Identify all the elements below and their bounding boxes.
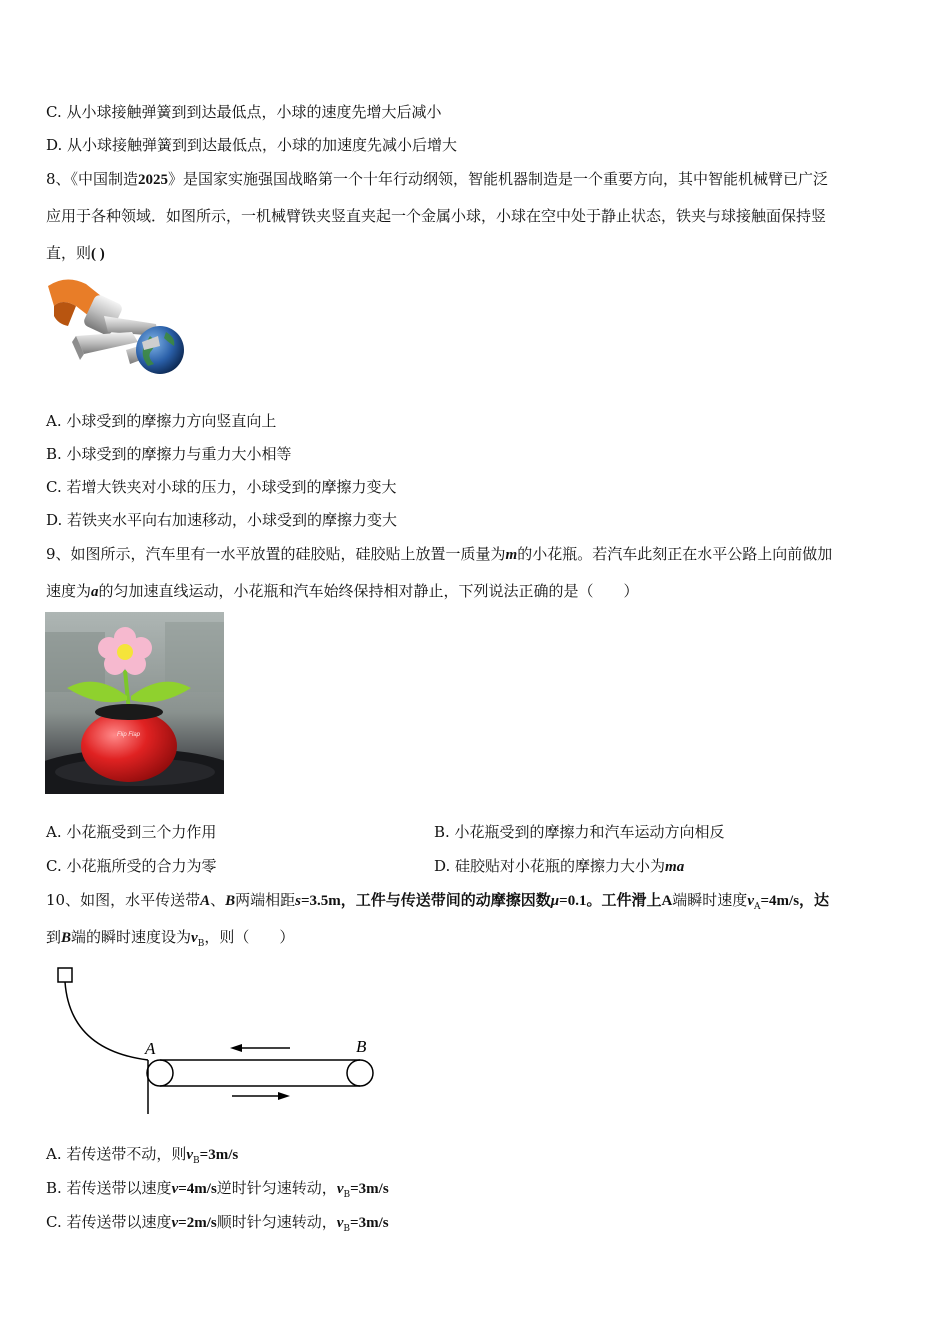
right-pulley — [347, 1060, 373, 1086]
q8-option-c: C. 若增大铁夹对小球的压力，小球受到的摩擦力变大 — [46, 478, 397, 496]
q10-stem-line1: 10、如图，水平传送带A、B两端相距s=3.5m，工件与传送带间的动摩擦因数μ=0.1。工件滑上A端瞬时速度$v_A=4m/s$，达 — [46, 891, 830, 912]
q8-stem-line1: 8、《中国制造2025》是国家实施强国战略第一个十年行动纲领，智能机器制造是一个重要方向，其中智能机械臂已广泛 — [46, 170, 829, 188]
label-a: A — [145, 1039, 156, 1058]
q8-option-d: D. 若铁夹水平向右加速移动，小球受到的摩擦力变大 — [46, 511, 398, 529]
pot-label: Flip Flap — [117, 732, 141, 738]
right-arrow-icon — [232, 1092, 290, 1100]
q7-option-d: D. 从小球接触弹簧到到达最低点，小球的加速度先减小后增大 — [46, 136, 458, 154]
q10-option-b: B. 若传送带以速度v=4m/s逆时针匀速转动，$v_B=3m/s$ — [46, 1179, 389, 1200]
q10-option-c: C. 若传送带以速度v=2m/s顺时针匀速转动，$v_B=3m/s$ — [46, 1213, 389, 1234]
q9-option-a: A. 小花瓶受到三个力作用 — [46, 823, 217, 841]
workpiece-block — [58, 968, 72, 982]
q9-option-d: D. 硅胶贴对小花瓶的摩擦力大小为ma — [434, 857, 685, 875]
left-arrow-icon — [230, 1044, 290, 1052]
q9-stem-line2: 速度为a的匀加速直线运动，小花瓶和汽车始终保持相对静止，下列说法正确的是（ ） — [46, 582, 639, 600]
q9-option-c: C. 小花瓶所受的合力为零 — [46, 857, 217, 875]
q8-option-a: A. 小球受到的摩擦力方向竖直向上 — [46, 412, 277, 430]
q10-stem-line2: 到B端的瞬时速度设为$v_B$，则（ ） — [46, 928, 295, 949]
q10-option-a: A. 若传送带不动，则$v_B=3m/s$ — [46, 1145, 239, 1166]
robotic-arm-clamp-image — [46, 276, 186, 381]
red-pot — [81, 710, 177, 782]
left-pulley — [147, 1060, 173, 1086]
curved-ramp — [65, 982, 148, 1060]
q8-stem-line3: 直，则( ) — [46, 244, 105, 262]
conveyor-belt-diagram — [50, 962, 380, 1120]
q8-option-b: B. 小球受到的摩擦力与重力大小相等 — [46, 445, 292, 463]
label-b: B — [356, 1037, 367, 1056]
flower-pot-photo — [45, 612, 224, 794]
q8-stem-line2: 应用于各种领域．如图所示，一机械臂铁夹竖直夹起一个金属小球，小球在空中处于静止状态，铁夹与球接触面保持竖 — [46, 207, 827, 225]
q9-option-b: B. 小花瓶受到的摩擦力和汽车运动方向相反 — [434, 823, 725, 841]
q7-option-c: C. 从小球接触弹簧到到达最低点，小球的速度先增大后减小 — [46, 103, 442, 121]
q9-stem-line1: 9、如图所示，汽车里有一水平放置的硅胶贴，硅胶贴上放置一质量为m的小花瓶。若汽车此刻正在水平公路上向前做加 — [46, 545, 833, 563]
